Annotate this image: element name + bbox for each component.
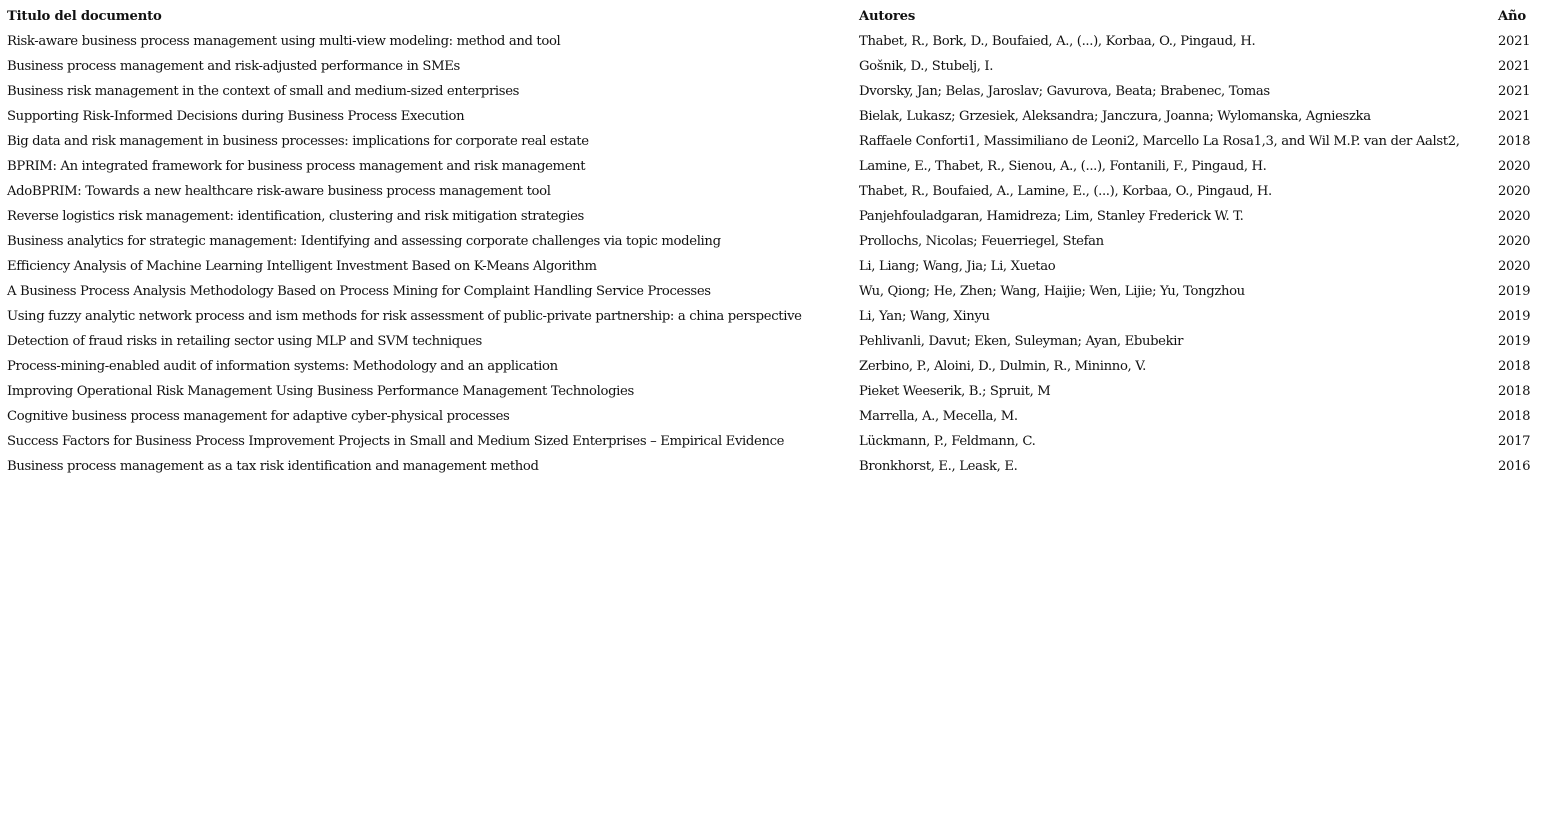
year-cell: 2019 [1498,334,1531,349]
table-row [4,254,1538,279]
title-cell: Business analytics for strategic management: Identifying and assessing corporate challenges via topic modeling [7,234,721,249]
year-cell: 2021 [1498,109,1531,124]
title-cell: Process-mining-enabled audit of information systems: Methodology and an application [7,359,558,374]
title-cell: Big data and risk management in business processes: implications for corporate real estate [7,134,589,149]
authors-cell: Panjehfouladgaran, Hamidreza; Lim, Stanley Frederick W. T. [859,209,1244,224]
table-body [4,29,1538,479]
documents-table [4,4,1538,479]
year-cell: 2021 [1498,34,1531,49]
table-row [4,429,1538,454]
table-row [4,454,1538,479]
title-cell: Detection of fraud risks in retailing sector using MLP and SVM techniques [7,334,482,349]
header-row [4,4,1538,29]
table-row [4,379,1538,404]
year-cell: 2020 [1498,259,1531,274]
year-cell: 2021 [1498,59,1531,74]
authors-cell: Thabet, R., Bork, D., Boufaied, A., (...), Korbaa, O., Pingaud, H. [859,34,1256,49]
header-title: Titulo del documento [7,9,162,24]
authors-cell: Pehlivanli, Davut; Eken, Suleyman; Ayan, Ebubekir [859,334,1184,349]
table-row [4,204,1538,229]
header-authors: Autores [859,9,916,24]
table-row [4,54,1538,79]
table-row [4,179,1538,204]
table-row [4,79,1538,104]
authors-cell: Zerbino, P., Aloini, D., Dulmin, R., Mininno, V. [859,359,1146,374]
table-row [4,404,1538,429]
table-row [4,104,1538,129]
title-cell: AdoBPRIM: Towards a new healthcare risk-aware business process management tool [7,184,551,199]
table-row [4,129,1538,154]
title-cell: Reverse logistics risk management: identification, clustering and risk mitigation strategies [7,209,584,224]
title-cell: A Business Process Analysis Methodology Based on Process Mining for Complaint Handling Service Processes [7,284,711,299]
year-cell: 2019 [1498,309,1531,324]
table-row [4,304,1538,329]
title-cell: Efficiency Analysis of Machine Learning Intelligent Investment Based on K-Means Algorithm [7,259,597,274]
table-row [4,329,1538,354]
table-row [4,154,1538,179]
authors-cell: Lückmann, P., Feldmann, C. [859,434,1036,449]
authors-cell: Dvorsky, Jan; Belas, Jaroslav; Gavurova, Beata; Brabenec, Tomas [859,84,1270,99]
year-cell: 2018 [1498,384,1531,399]
authors-cell: Marrella, A., Mecella, M. [859,409,1018,424]
title-cell: BPRIM: An integrated framework for business process management and risk management [7,159,586,174]
year-cell: 2020 [1498,184,1531,199]
year-cell: 2018 [1498,359,1531,374]
authors-cell: Gošnik, D., Stubelj, I. [859,59,994,74]
year-cell: 2020 [1498,159,1531,174]
year-cell: 2018 [1498,134,1531,149]
year-cell: 2021 [1498,84,1531,99]
authors-cell: Bronkhorst, E., Leask, E. [859,459,1018,474]
title-cell: Using fuzzy analytic network process and ism methods for risk assessment of public-private partnership: a china perspective [7,309,802,324]
authors-cell: Prollochs, Nicolas; Feuerriegel, Stefan [859,234,1104,249]
title-cell: Business process management and risk-adjusted performance in SMEs [7,59,460,74]
table-row [4,279,1538,304]
title-cell: Cognitive business process management for adaptive cyber-physical processes [7,409,510,424]
authors-cell: Li, Liang; Wang, Jia; Li, Xuetao [859,259,1056,274]
title-cell: Risk-aware business process management using multi-view modeling: method and tool [7,34,561,49]
title-cell: Supporting Risk-Informed Decisions during Business Process Execution [7,109,465,124]
table-header [4,4,1538,29]
authors-cell: Raffaele Conforti1, Massimiliano de Leoni2, Marcello La Rosa1,3, and Wil M.P. van der Aalst2, [859,134,1460,149]
authors-cell: Li, Yan; Wang, Xinyu [859,309,990,324]
header-year: Año [1498,9,1527,24]
year-cell: 2016 [1498,459,1531,474]
year-cell: 2018 [1498,409,1531,424]
authors-cell: Wu, Qiong; He, Zhen; Wang, Haijie; Wen, Lijie; Yu, Tongzhou [859,284,1245,299]
title-cell: Success Factors for Business Process Improvement Projects in Small and Medium Sized Enterprises – Empirical Evidence [7,434,785,449]
title-cell: Business process management as a tax risk identification and management method [7,459,539,474]
authors-cell: Thabet, R., Boufaied, A., Lamine, E., (...), Korbaa, O., Pingaud, H. [859,184,1272,199]
title-cell: Improving Operational Risk Management Using Business Performance Management Technologies [7,384,634,399]
title-cell: Business risk management in the context of small and medium-sized enterprises [7,84,520,99]
year-cell: 2019 [1498,284,1531,299]
table-row [4,354,1538,379]
authors-cell: Pieket Weeserik, B.; Spruit, M [859,384,1051,399]
year-cell: 2017 [1498,434,1531,449]
year-cell: 2020 [1498,234,1531,249]
table-row [4,229,1538,254]
table-row [4,29,1538,54]
year-cell: 2020 [1498,209,1531,224]
authors-cell: Bielak, Lukasz; Grzesiek, Aleksandra; Janczura, Joanna; Wylomanska, Agnieszka [859,109,1371,124]
authors-cell: Lamine, E., Thabet, R., Sienou, A., (...), Fontanili, F., Pingaud, H. [859,159,1267,174]
